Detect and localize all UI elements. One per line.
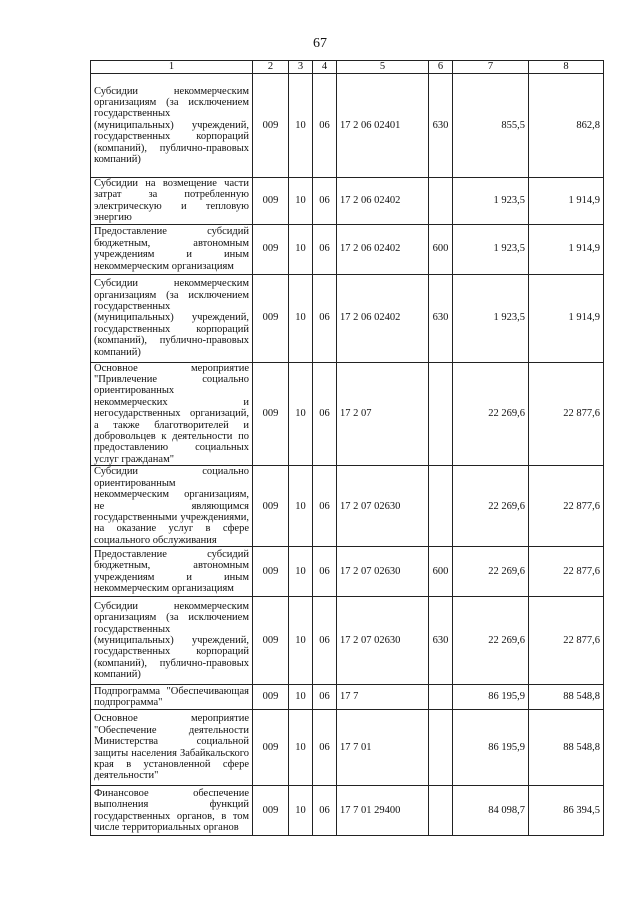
table-row [91,685,604,710]
table-row [91,786,604,836]
expense-type-code: 600 [429,547,453,597]
expense-type-code: 630 [429,274,453,362]
target-article-code: 17 2 07 [337,362,429,466]
target-article-code: 17 7 [337,685,429,710]
subsection-code: 06 [313,362,337,466]
page-number: 67 [313,36,327,51]
header-cell-5: 5 [337,61,429,74]
subsection-code: 06 [313,597,337,685]
target-article-code: 17 7 01 [337,710,429,786]
amount-year-2: 88 548,8 [529,710,604,786]
expense-type-code: 600 [429,224,453,274]
amount-year-2: 22 877,6 [529,597,604,685]
expense-type-code [429,362,453,466]
ministry-code: 009 [253,710,289,786]
target-article-code: 17 2 06 02402 [337,224,429,274]
amount-year-1: 1 923,5 [453,224,529,274]
subsection-code: 06 [313,178,337,225]
table-row [91,466,604,547]
header-cell-4: 4 [313,61,337,74]
subsection-code: 06 [313,466,337,547]
header-cell-7: 7 [453,61,529,74]
section-code: 10 [289,466,313,547]
expense-type-code: 630 [429,597,453,685]
section-code: 10 [289,274,313,362]
expense-type-code: 630 [429,74,453,178]
subsection-code: 06 [313,710,337,786]
section-code: 10 [289,74,313,178]
ministry-code: 009 [253,178,289,225]
header-cell-1: 1 [91,61,253,74]
amount-year-1: 1 923,5 [453,274,529,362]
ministry-code: 009 [253,597,289,685]
ministry-code: 009 [253,547,289,597]
target-article-code: 17 2 06 02402 [337,274,429,362]
amount-year-2: 1 914,9 [529,178,604,225]
amount-year-1: 84 098,7 [453,786,529,836]
subsection-code: 06 [313,224,337,274]
table-row [91,597,604,685]
ministry-code: 009 [253,274,289,362]
target-article-code: 17 2 06 02401 [337,74,429,178]
ministry-code: 009 [253,224,289,274]
amount-year-1: 855,5 [453,74,529,178]
expense-type-code [429,786,453,836]
table-row [91,274,604,362]
target-article-code: 17 2 06 02402 [337,178,429,225]
amount-year-2: 88 548,8 [529,685,604,710]
table-row [91,178,604,225]
expense-type-code [429,685,453,710]
section-code: 10 [289,362,313,466]
section-code: 10 [289,786,313,836]
target-article-code: 17 2 07 02630 [337,466,429,547]
section-code: 10 [289,710,313,786]
section-code: 10 [289,597,313,685]
amount-year-1: 86 195,9 [453,685,529,710]
amount-year-1: 1 923,5 [453,178,529,225]
section-code: 10 [289,685,313,710]
header-row [91,61,604,74]
row-name: Основное мероприятие "Обеспечение деятельности Министерства социальной защиты населения Забайкальского края в установленной сфере деятельности" [91,710,253,786]
header-cell-8: 8 [529,61,604,74]
header-cell-2: 2 [253,61,289,74]
table-row [91,710,604,786]
table-row [91,362,604,466]
row-name: Субсидии социально ориентированным некоммерческим организациям, не являющимся государственными учреждениями, на оказание услуг в сфере социального обслуживания [91,466,253,547]
amount-year-2: 22 877,6 [529,362,604,466]
section-code: 10 [289,178,313,225]
ministry-code: 009 [253,466,289,547]
amount-year-2: 862,8 [529,74,604,178]
target-article-code: 17 2 07 02630 [337,547,429,597]
row-name: Предоставление субсидий бюджетным, автономным учреждениям и иным некоммерческим организациям [91,224,253,274]
row-name: Подпрограмма "Обеспечивающая подпрограмма" [91,685,253,710]
row-name: Субсидии некоммерческим организациям (за исключением государственных (муниципальных) учреждений, государственных корпораций (компаний), публично-правовых компаний) [91,597,253,685]
row-name: Субсидии на возмещение части затрат за потребленную электрическую и тепловую энергию [91,178,253,225]
target-article-code: 17 2 07 02630 [337,597,429,685]
expense-type-code [429,178,453,225]
amount-year-2: 22 877,6 [529,466,604,547]
amount-year-1: 86 195,9 [453,710,529,786]
row-name: Предоставление субсидий бюджетным, автономным учреждениям и иным некоммерческим организациям [91,547,253,597]
table-row [91,224,604,274]
amount-year-2: 86 394,5 [529,786,604,836]
amount-year-2: 1 914,9 [529,224,604,274]
expense-type-code [429,466,453,547]
amount-year-1: 22 269,6 [453,466,529,547]
subsection-code: 06 [313,547,337,597]
amount-year-1: 22 269,6 [453,362,529,466]
table-row [91,74,604,178]
table-row [91,547,604,597]
header-cell-6: 6 [429,61,453,74]
section-code: 10 [289,547,313,597]
amount-year-1: 22 269,6 [453,547,529,597]
amount-year-1: 22 269,6 [453,597,529,685]
ministry-code: 009 [253,685,289,710]
ministry-code: 009 [253,362,289,466]
budget-table [90,60,604,836]
subsection-code: 06 [313,786,337,836]
header-cell-3: 3 [289,61,313,74]
expense-type-code [429,710,453,786]
ministry-code: 009 [253,786,289,836]
ministry-code: 009 [253,74,289,178]
row-name: Финансовое обеспечение выполнения функций государственных органов, в том числе территориальных органов [91,786,253,836]
subsection-code: 06 [313,74,337,178]
row-name: Основное мероприятие "Привлечение социально ориентированных некоммерческих и негосударственных организаций, а также благотворителей и добровольцев к деятельности по предоставлению социальных услуг гражданам" [91,362,253,466]
row-name: Субсидии некоммерческим организациям (за исключением государственных (муниципальных) учреждений, государственных корпораций (компаний), публично-правовых компаний) [91,274,253,362]
section-code: 10 [289,224,313,274]
subsection-code: 06 [313,685,337,710]
subsection-code: 06 [313,274,337,362]
target-article-code: 17 7 01 29400 [337,786,429,836]
amount-year-2: 1 914,9 [529,274,604,362]
amount-year-2: 22 877,6 [529,547,604,597]
row-name: Субсидии некоммерческим организациям (за исключением государственных (муниципальных) учреждений, государственных корпораций (компаний), публично-правовых компаний) [91,74,253,178]
